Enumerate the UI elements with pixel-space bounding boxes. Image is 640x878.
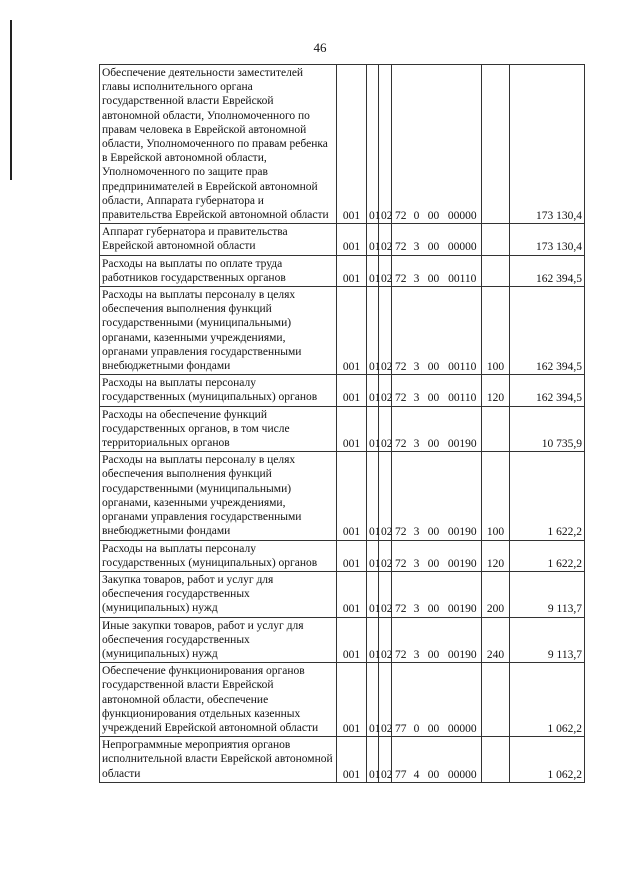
expense-type-code [482,737,510,783]
expense-type-code: 200 [482,571,510,617]
amount: 10 735,9 [510,406,585,452]
expense-code: 00190 [444,617,482,663]
expense-type-code: 240 [482,617,510,663]
table-row [100,406,585,452]
row-name: Расходы на выплаты персоналу государственных (муниципальных) органов [100,540,337,571]
program-code: 72 [392,540,410,571]
direction-code: 00 [424,571,444,617]
section-code: 01 [367,375,379,406]
ministry-code: 001 [337,65,367,224]
amount: 162 394,5 [510,287,585,375]
ministry-code: 001 [337,737,367,783]
amount: 173 130,4 [510,224,585,255]
subprogram-code: 3 [410,406,424,452]
program-code: 72 [392,406,410,452]
subprogram-code: 3 [410,617,424,663]
row-name: Аппарат губернатора и правительства Еврейской автономной области [100,224,337,255]
expense-type-code: 120 [482,375,510,406]
amount: 1 622,2 [510,452,585,540]
table-row [100,617,585,663]
amount: 1 062,2 [510,663,585,737]
program-code: 72 [392,224,410,255]
section-code: 01 [367,406,379,452]
budget-table [99,64,585,783]
program-code: 72 [392,255,410,286]
subprogram-code: 3 [410,452,424,540]
ministry-code: 001 [337,617,367,663]
expense-type-code [482,65,510,224]
ministry-code: 001 [337,571,367,617]
subsection-code: 02 [379,663,392,737]
amount: 162 394,5 [510,255,585,286]
subsection-code: 02 [379,65,392,224]
ministry-code: 001 [337,287,367,375]
subprogram-code: 3 [410,571,424,617]
expense-code: 00110 [444,375,482,406]
row-name: Иные закупки товаров, работ и услуг для обеспечения государственных (муниципальных) нужд [100,617,337,663]
subprogram-code: 4 [410,737,424,783]
program-code: 72 [392,571,410,617]
direction-code: 00 [424,617,444,663]
row-name: Расходы на выплаты по оплате труда работников государственных органов [100,255,337,286]
table-row [100,571,585,617]
expense-code: 00000 [444,65,482,224]
ministry-code: 001 [337,663,367,737]
table-row [100,663,585,737]
row-name: Непрограммные мероприятия органов исполнительной власти Еврейской автономной области [100,737,337,783]
expense-code: 00110 [444,287,482,375]
direction-code: 00 [424,224,444,255]
amount: 1 062,2 [510,737,585,783]
ministry-code: 001 [337,255,367,286]
row-name: Расходы на выплаты персоналу в целях обеспечения выполнения функций государственными (муниципальными) органами, казенными учреждениями, органами управления государственными внебюджетными фондами [100,452,337,540]
expense-code: 00190 [444,406,482,452]
program-code: 72 [392,617,410,663]
row-name: Расходы на выплаты персоналу в целях обеспечения выполнения функций государственными (муниципальными) органами, казенными учреждениями, органами управления государственными внебюджетными фондами [100,287,337,375]
subprogram-code: 0 [410,663,424,737]
ministry-code: 001 [337,406,367,452]
program-code: 72 [392,452,410,540]
expense-type-code: 100 [482,287,510,375]
subsection-code: 02 [379,255,392,286]
section-code: 01 [367,571,379,617]
subsection-code: 02 [379,571,392,617]
amount: 9 113,7 [510,617,585,663]
section-code: 01 [367,224,379,255]
program-code: 77 [392,737,410,783]
expense-type-code [482,255,510,286]
row-name: Расходы на выплаты персоналу государственных (муниципальных) органов [100,375,337,406]
expense-code: 00110 [444,255,482,286]
expense-code: 00000 [444,224,482,255]
direction-code: 00 [424,452,444,540]
subsection-code: 02 [379,406,392,452]
table-row [100,452,585,540]
section-code: 01 [367,663,379,737]
ministry-code: 001 [337,375,367,406]
expense-type-code [482,224,510,255]
subprogram-code: 3 [410,255,424,286]
subprogram-code: 0 [410,65,424,224]
table-row [100,540,585,571]
expense-code: 00190 [444,540,482,571]
subsection-code: 02 [379,540,392,571]
section-code: 01 [367,287,379,375]
amount: 9 113,7 [510,571,585,617]
expense-type-code [482,406,510,452]
expense-type-code: 120 [482,540,510,571]
ministry-code: 001 [337,540,367,571]
row-name: Обеспечение функционирования органов государственной власти Еврейской автономной области, обеспечение функционирования отдельных казенных учреждений Еврейской автономной области [100,663,337,737]
row-name: Закупка товаров, работ и услуг для обеспечения государственных (муниципальных) нужд [100,571,337,617]
table-row [100,737,585,783]
program-code: 72 [392,65,410,224]
section-code: 01 [367,452,379,540]
expense-code: 00000 [444,737,482,783]
section-code: 01 [367,255,379,286]
row-name: Обеспечение деятельности заместителей главы исполнительного органа государственной власти Еврейской автономной области, Уполномоченного по правам человека в Еврейской автономной области, Уполномоченного по правам ребенка в Еврейской автономной области, Уполномоченного по защите прав предпринимателей в Еврейской автономной области, Аппарата губернатора и правительства Еврейской автономной области [100,65,337,224]
subsection-code: 02 [379,287,392,375]
subsection-code: 02 [379,375,392,406]
table-row [100,65,585,224]
ministry-code: 001 [337,452,367,540]
direction-code: 00 [424,287,444,375]
ministry-code: 001 [337,224,367,255]
subsection-code: 02 [379,452,392,540]
program-code: 72 [392,287,410,375]
program-code: 77 [392,663,410,737]
direction-code: 00 [424,540,444,571]
section-code: 01 [367,540,379,571]
table-row [100,287,585,375]
table-row [100,224,585,255]
direction-code: 00 [424,65,444,224]
row-name: Расходы на обеспечение функций государственных органов, в том числе территориальных органов [100,406,337,452]
subprogram-code: 3 [410,287,424,375]
expense-code: 00190 [444,452,482,540]
section-code: 01 [367,737,379,783]
table-row [100,375,585,406]
expense-type-code: 100 [482,452,510,540]
expense-code: 00000 [444,663,482,737]
direction-code: 00 [424,375,444,406]
subsection-code: 02 [379,617,392,663]
amount: 162 394,5 [510,375,585,406]
expense-code: 00190 [444,571,482,617]
subsection-code: 02 [379,737,392,783]
page-number: 46 [313,40,327,55]
direction-code: 00 [424,406,444,452]
subprogram-code: 3 [410,375,424,406]
subsection-code: 02 [379,224,392,255]
direction-code: 00 [424,737,444,783]
table-row [100,255,585,286]
amount: 1 622,2 [510,540,585,571]
section-code: 01 [367,65,379,224]
subprogram-code: 3 [410,224,424,255]
subprogram-code: 3 [410,540,424,571]
amount: 173 130,4 [510,65,585,224]
program-code: 72 [392,375,410,406]
direction-code: 00 [424,255,444,286]
expense-type-code [482,663,510,737]
direction-code: 00 [424,663,444,737]
section-code: 01 [367,617,379,663]
